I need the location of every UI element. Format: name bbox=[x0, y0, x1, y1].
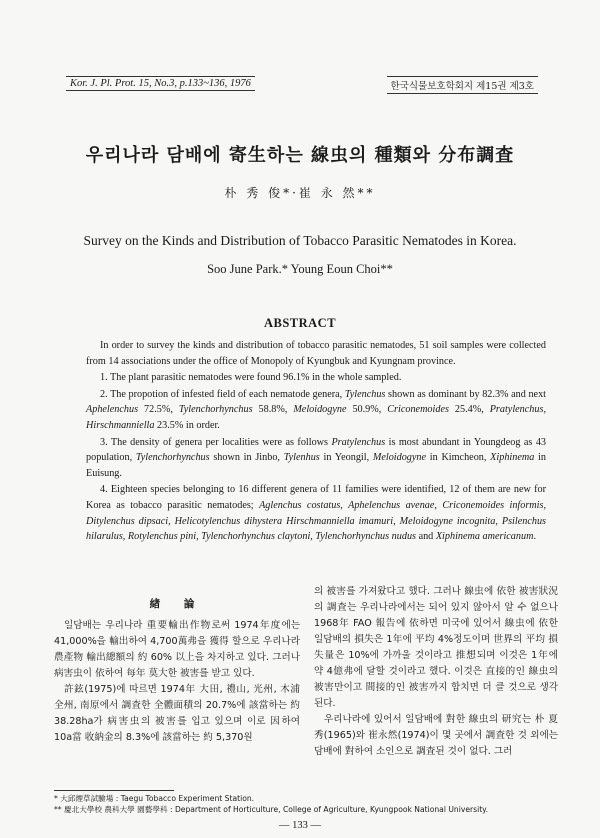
text-run: in Kimcheon, bbox=[426, 452, 491, 464]
text-run: 58.8%, bbox=[252, 404, 294, 416]
italic-taxon-name: Aphelenchus bbox=[86, 404, 139, 416]
italic-taxon-name: Meloidogyne bbox=[372, 452, 427, 464]
italic-taxon-name: Xiphinema americanum bbox=[435, 531, 534, 543]
body-paragraph: 일담배는 우리나라 重要輸出作物로써 1974年度에는 41,000%을 輸出하여 4,700萬弗을 獲得 할으로 우리나라 農產物 輸出總額의 約 60% 以上을 차지하고 있다. 그러나 病害虫이 依하여 每年 莫大한 被害를 받고 있다. bbox=[54, 620, 300, 679]
body-paragraph: 우리나라에 있어서 일담배에 對한 線虫의 研究는 朴 夏秀(1965)와 崔永然(1974)이 몇 곳에서 調査한 것 외에는 담배에 對하여 소인으로 調査된 것이 없다. 그러 bbox=[314, 714, 558, 757]
footnotes bbox=[54, 793, 554, 815]
text-run: is most abundant in Youngdeog as 43 population, bbox=[86, 436, 547, 464]
text-run: 72.5%, bbox=[138, 404, 179, 416]
italic-taxon-name: Pratylenchus bbox=[331, 436, 386, 448]
abstract-intro: In order to survey the kinds and distribution of tobacco parasitic nematodes, 51 soil samples were collected from 14 associations under the office of Monopoly of Kyungbuk and Kyungnam province. bbox=[86, 340, 546, 367]
text-run: 4. Eighteen species belonging to 16 different genera of 11 families were identified, 12 of them are new for Korea as tobacco parasitic nematodes; bbox=[86, 484, 546, 511]
text-run: shown in Jinbo, bbox=[209, 452, 284, 464]
italic-taxon-name: Tylenchus bbox=[344, 388, 386, 400]
italic-taxon-name: Meloidogyne bbox=[293, 404, 347, 416]
footnote-divider bbox=[54, 790, 174, 791]
authors-english: Soo June Park.* Young Eoun Choi** bbox=[207, 262, 393, 276]
text-run: 3. The density of genera per localities were as follows bbox=[100, 436, 332, 448]
body-column-right bbox=[314, 584, 558, 760]
italic-taxon-name: Pratylenchus, Hirschmanniella bbox=[86, 404, 546, 431]
title-english: Survey on the Kinds and Distribution of Tobacco Parasitic Nematodes in Korea. bbox=[83, 233, 517, 248]
text-run: shown as dominant by 82.3% and next bbox=[385, 388, 546, 400]
text-run: in Euisung. bbox=[86, 452, 546, 479]
footnote-2: ** 慶北大學校 農科大學 園藝學科 : Department of Horticulture, College of Agriculture, Kyungpook National University. bbox=[54, 805, 488, 814]
authors-korean: 朴 秀 俊*·崔 永 然** bbox=[224, 186, 376, 200]
italic-taxon-name: Aglenchus costatus, Aphelenchus avenae, Criconemoides informis, Ditylenchus dipsaci, Helicotylenchus dihystera Hirschmanniella imamuri, Meloidogyne incognita, Psilenchus hilarulus, Rotylenchus pini, Tylenchorhynchus claytoni, Tylenchorhynchus nudus bbox=[86, 499, 546, 543]
body-paragraph: 의 被害를 가져왔다고 했다. 그러나 線虫에 依한 被害狀況의 調査는 우리나라에서는 되어 있지 않아서 알 수 없으나 1968年 FAO 報告에 依하면 미국에 있어서 線虫에 依한 일담배의 損失은 1年에 平均 4%정도이며 世界의 平均 損失量은 10%에 가까울 것이라고 推想되며 이것은 1年에 약 4億弗에 달할 것이라고 했다. 이것은 直接的인 線虫의 被害만이고 間接的인 被害까지 합치면 더 클 것으로 생각된다. bbox=[314, 586, 558, 709]
journal-name-korean: 한국식물보호학회지 제15권 제3호 bbox=[387, 76, 538, 94]
abstract-point-4 bbox=[86, 482, 546, 544]
footnote-1: * 大邱煙草試驗場 : Taegu Tobacco Experiment Station. bbox=[54, 794, 255, 803]
page-number: — 133 — bbox=[279, 820, 321, 831]
text-run: in Yeongil, bbox=[319, 452, 373, 464]
italic-taxon-name: Criconemoides bbox=[387, 404, 449, 416]
body-paragraph: 許鉉(1975)에 따르면 1974年 大田, 禮山, 光州, 木浦 全州, 南原에서 調査한 全體面積의 20.7%에 該當하는 約 38.28ha가 病害虫의 被害를 입고 있으며 이로 因하여 10a當 收納金의 8.3%에 該當하는 約 5,370원 bbox=[54, 684, 300, 743]
text-run: 50.9%, bbox=[346, 404, 388, 416]
text-run: . bbox=[533, 531, 536, 543]
abstract-body bbox=[86, 338, 546, 546]
text-run: 25.4%, bbox=[448, 404, 490, 416]
section-heading-introduction: 緖 論 bbox=[149, 598, 205, 610]
italic-taxon-name: Tylenhus bbox=[283, 452, 320, 464]
italic-taxon-name: Tylenchorhynchus bbox=[135, 452, 210, 464]
title-korean: 우리나라 담배에 寄生하는 線虫의 種類와 分布調査 bbox=[85, 145, 515, 166]
abstract-heading: ABSTRACT bbox=[263, 316, 337, 330]
text-run: 23.5% in order. bbox=[154, 419, 220, 431]
journal-citation: Kor. J. Pl. Prot. 15, No.3, p.133~136, 1976 bbox=[66, 76, 255, 91]
italic-taxon-name: Xiphinema bbox=[490, 452, 535, 464]
body-column-left bbox=[54, 596, 300, 746]
abstract-point-3 bbox=[86, 435, 546, 482]
text-run: 2. The propotion of infested field of each nematode genera, bbox=[100, 388, 345, 400]
abstract-point-1: 1. The plant parasitic nematodes were found 96.1% in the whole sampled. bbox=[100, 372, 402, 384]
text-run: and bbox=[416, 531, 436, 543]
abstract-point-2 bbox=[86, 387, 546, 434]
italic-taxon-name: Tylenchorhynchus bbox=[178, 404, 253, 416]
